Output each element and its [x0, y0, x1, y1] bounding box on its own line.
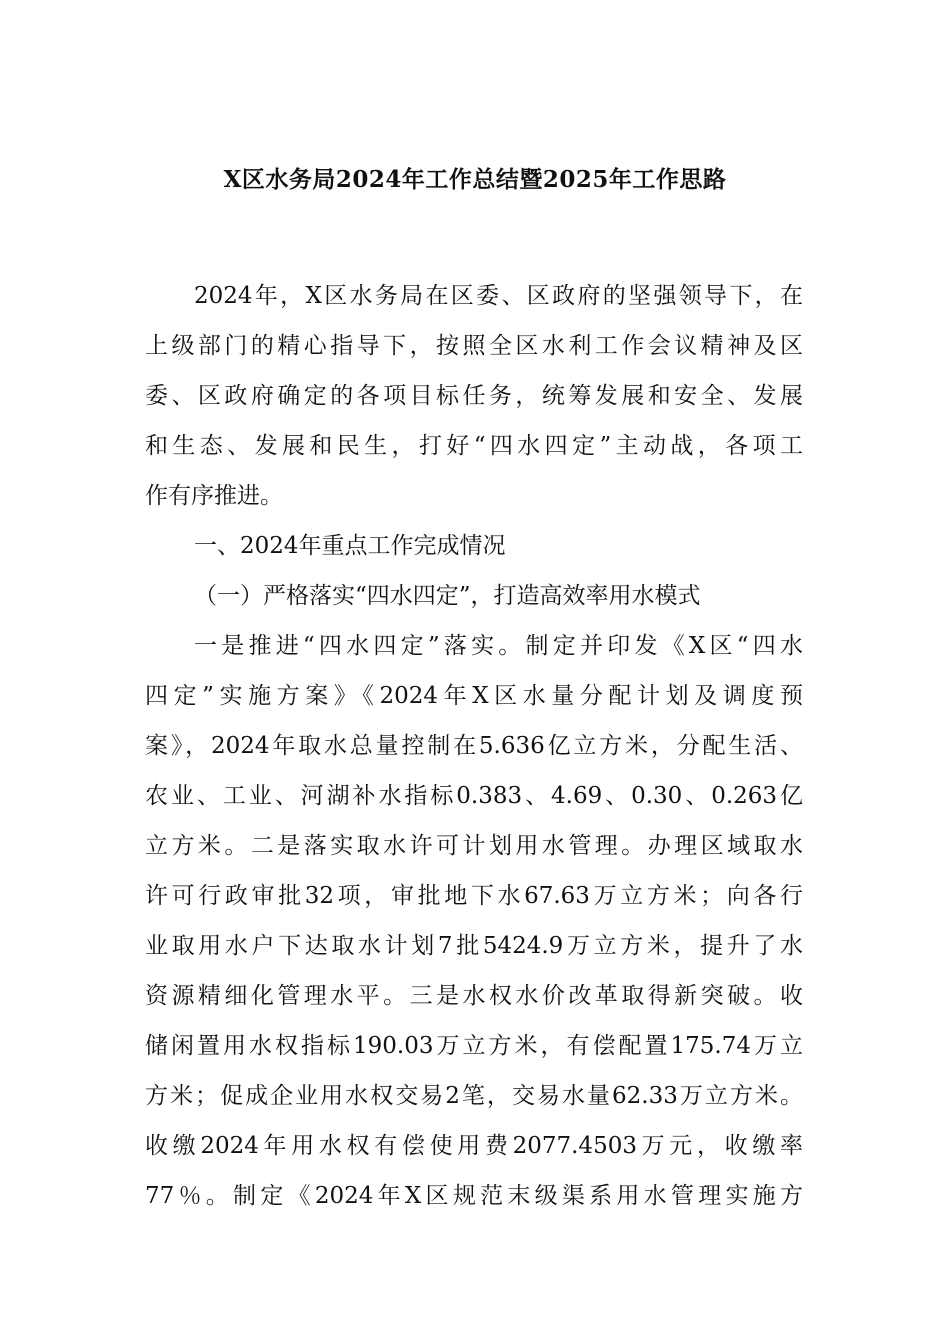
- paragraph-line: 业取用水户下达取水计划7批5424.9万立方米，提升了水: [145, 933, 803, 959]
- paragraph-line: 四定”实施方案》《2024年X区水量分配计划及调度预: [145, 683, 803, 709]
- paragraph-line: 案》，2024年取水总量控制在5.636亿立方米，分配生活、: [145, 733, 803, 759]
- paragraph-line: 方米；促成企业用水权交易2笔，交易水量62.33万立方米。: [145, 1083, 803, 1109]
- paragraph-line: 2024年，X区水务局在区委、区政府的坚强领导下，在: [194, 283, 803, 309]
- paragraph-line: 和生态、发展和民生，打好“四水四定”主动战，各项工: [145, 433, 803, 459]
- paragraph-line: 作有序推进。: [145, 483, 283, 509]
- paragraph-line: 上级部门的精心指导下，按照全区水利工作会议精神及区: [145, 333, 803, 359]
- paragraph-line: 委、区政府确定的各项目标任务，统筹发展和安全、发展: [145, 383, 803, 409]
- section-heading: 一、2024年重点工作完成情况: [194, 533, 506, 559]
- paragraph-line: 77％。制定《2024年X区规范末级渠系用水管理实施方: [145, 1183, 803, 1209]
- paragraph-line: 储闲置用水权指标190.03万立方米，有偿配置175.74万立: [145, 1033, 803, 1059]
- paragraph-line: 收缴2024年用水权有偿使用费2077.4503万元，收缴率: [145, 1133, 803, 1159]
- document-title: X区水务局2024年工作总结暨2025年工作思路: [223, 166, 727, 193]
- paragraph-line: 资源精细化管理水平。三是水权水价改革取得新突破。收: [145, 983, 803, 1009]
- paragraph-line: 一是推进“四水四定”落实。制定并印发《X区“四水: [194, 633, 803, 659]
- paragraph-line: 立方米。二是落实取水许可计划用水管理。办理区域取水: [145, 833, 803, 859]
- subsection-heading: （一）严格落实“四水四定”，打造高效率用水模式: [194, 583, 701, 609]
- paragraph-line: 许可行政审批32项，审批地下水67.63万立方米；向各行: [145, 883, 803, 909]
- paragraph-line: 农业、工业、河湖补水指标0.383、4.69、0.30、0.263亿: [145, 783, 803, 809]
